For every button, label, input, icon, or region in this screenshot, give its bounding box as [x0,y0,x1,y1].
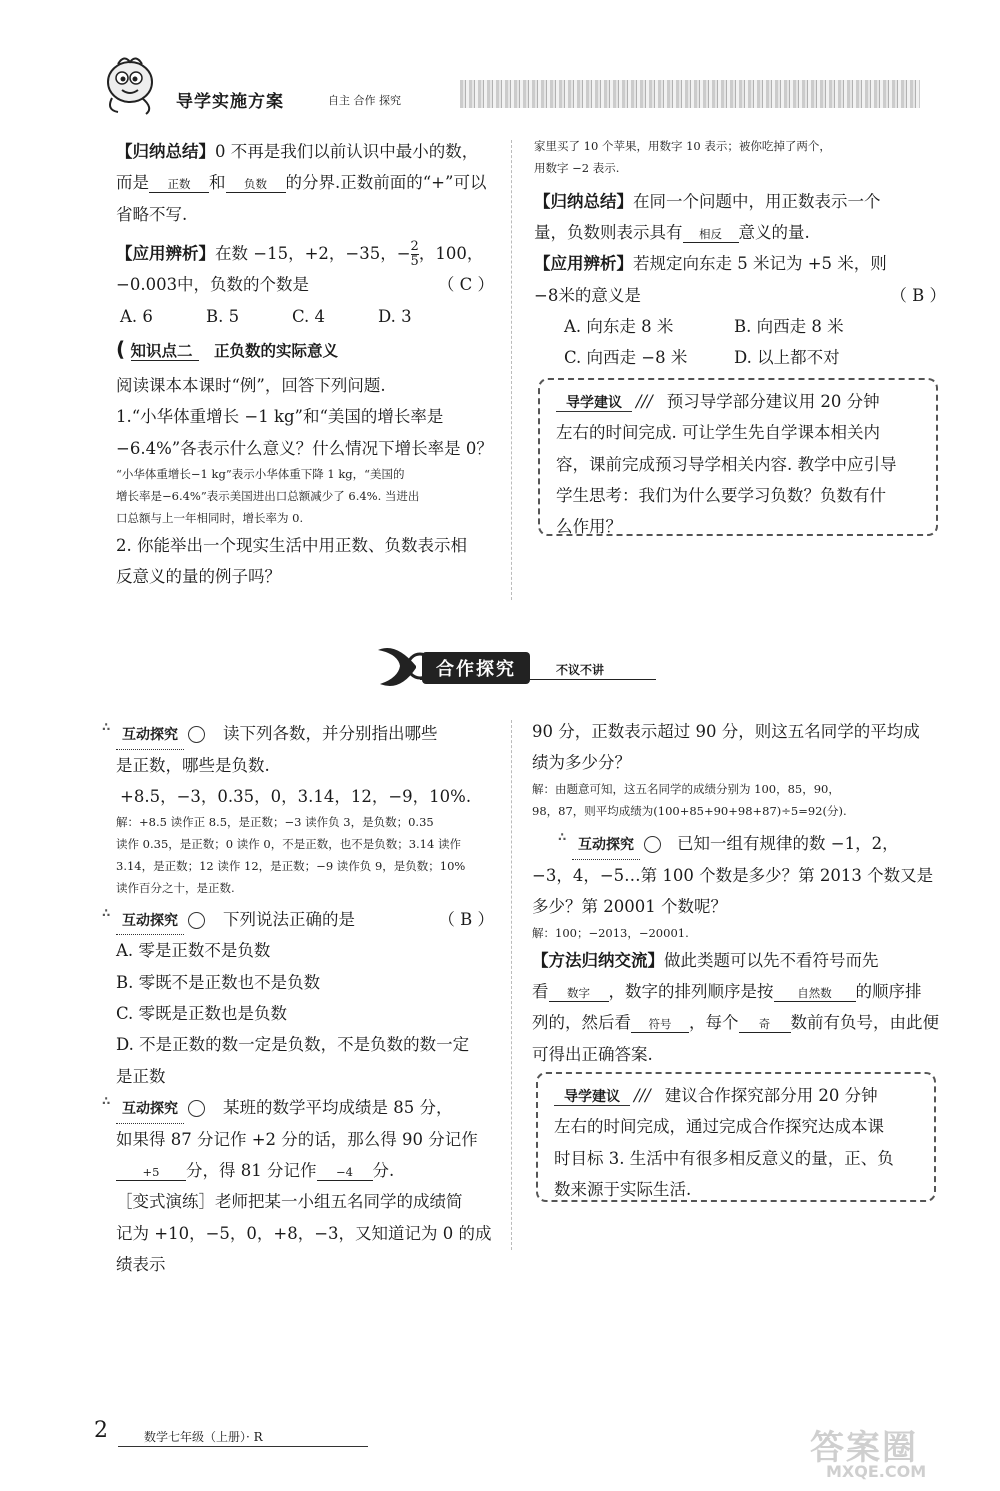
option: D. 以上都不对 [734,348,840,368]
interactive-explore-label: ∴ 互动探究 [572,832,640,860]
advice-label: 导学建议 [554,1089,630,1106]
left-top-questions: 阅读课本本课时“例”，回答下列问题. 1.“小华体重增长 −1 kg”和“美国的增长率是 −6.4%”各表示什么意义？什么情况下增长率是 0？ “小华体重增长−1 kg”表示小华体重下降 1 kg，“美国的 增长率是−6.4%”表示美国进出口总额减少了 6.4%. 当进出 口总额与上一年相同时，增长率为 0. 2. 你能举出一个现实生活中用正数、负数表示相 反意义的量的例子吗？ [116,376,493,586]
knowledge-point-heading: ( 知识点二 正负数的实际意义 [116,337,338,361]
apply-block: 【应用辨析】在数 −15，+2，−35，− $\frac{2}{5}$ ，100， −0.003中，负数的个数是 （ C ） A. 6 B. 5 C. 4 D. 3 [116,238,494,332]
answer-text: 解：+8.5 读作正 8.5，是正数；−3 读作负 3，是负数；0.35 [116,815,434,830]
answer-text: 解：100；−2013，−20001. [532,925,689,940]
method-tag: 【方法归纳交流】 [532,950,664,970]
answer-blank: +5 [116,1165,186,1181]
option: C. 零既是正数也是负数 [116,1003,288,1023]
answer-blank: 数字 [549,986,609,1002]
header-subtitle: 自主 合作 探究 [328,94,401,107]
bracket-icon: ( [116,337,126,361]
answer-paren: （ B ） [438,909,494,929]
apply-tag: 【应用辨析】 [534,254,633,274]
watermark-logo: 答案圈 [810,1428,918,1468]
answer-blank: 正数 [149,177,209,193]
circle-icon [188,1100,205,1117]
answer-blank: 符号 [631,1017,689,1033]
answer-blank: 负数 [226,177,286,193]
circle-icon [188,726,205,743]
answer-blank: −4 [317,1165,373,1181]
banner-title: 合作探究 [422,652,530,684]
page-number: 2 [94,1418,108,1443]
answer-text: “小华体重增长−1 kg”表示小华体重下降 1 kg，“美国的 [116,467,405,482]
apply-tag: 【应用辨析】 [116,244,215,264]
answer-text: 98，87，则平均成绩为(100+85+90+98+87)÷5=92(分). [532,803,847,818]
circle-icon [644,836,661,853]
answer-blank: 相反 [683,227,739,243]
answer-text: 用数字 −2 表示. [534,160,620,175]
answer-text: 家里买了 10 个苹果，用数字 10 表示；被你吃掉了两个， [534,139,831,153]
advice-label: 导学建议 [556,395,632,412]
banner-underline [420,679,656,680]
option: C. 4 [292,306,326,326]
option: B. 零既不是正数也不是负数 [116,972,321,992]
summary-block: 【归纳总结】0 不再是我们以前认识中最小的数， 而是 正数 和 负数 的分界.正数前面的“+”可以 省略不写. [116,142,487,224]
left-bottom-column: ∴ 互动探究 读下列各数，并分别指出哪些 是正数，哪些是负数. +8.5，−3，0.35，0，3.14，12，−9，10%. 解：+8.5 读作正 8.5，是正数；−3 读作负 3，是负数；0.35 读作 0.35，是正数；0 读作 0，不是正数，也不是负数；3.14 读作 3.14，是正数；12 读作 12，是正数；−9 读作负 9，是负数；10% 读作百分之十，是正数. ∴ 互动探究 下列说法正确的是 （ B ） A. 零是正数不是负数 B. 零既不是正数也不是负数 C. 零既是正数也是负数 D. 不是正数的数一定是负数，不是负数的数一定 是正数 ∴ 互动探究 某班的数学平均成绩是 85 分， 如果得 87 分记作 +2 分的话，那么得 90 分记作 +5 分，得 81 分记作 −4 分. ［变式演练］老师把某一小组五名同学的成绩简 记为 +10，−5，0，+8，−3，又知道记为 0 的成绩表示 [116,718,494,1280]
option: D. 不是正数的数一定是负数，不是负数的数一定 [116,1035,470,1055]
options-row [534,342,946,373]
answer-text: 3.14，是正数；12 读作 12，是正数；−9 读作负 9，是负数；10% [116,858,466,873]
circle-icon [188,912,205,929]
right-top-column: 家里买了 10 个苹果，用数字 10 表示；被你吃掉了两个， 用数字 −2 表示. 【归纳总结】在同一个问题中，用正数表示一个 量，负数则表示具有 相反 意义的量. 【应用辨析】若规定向东走 5 米记为 +5 米，则 −8米的意义是 （ B ） A. 向东走 8 米 B. 向西走 8 米 C. 向西走 −8 米 D. 以上都不对 [534,136,946,374]
teaching-advice-content: 导学建议 /// 预习导学部分建议用 20 分钟 左右的时间完成. 可让学生先自学课本相关内 容，课前完成预习导学相关内容. 教学中应引导 学生思考：我们为什么要学习负数？负数有什 么作用？ [556,392,897,537]
option: D. 3 [378,306,412,326]
interactive-explore-label: ∴ 互动探究 [116,1096,184,1124]
slash-icon: /// [636,392,653,411]
header-title: 导学实施方案 [176,92,284,112]
book-title: 数学七年级（上册）· R [144,1430,263,1444]
interactive-explore-label: ∴ 互动探究 [116,908,184,936]
interactive-explore-label: ∴ 互动探究 [116,722,184,750]
option: A. 6 [120,306,153,326]
summary-tag: 【归纳总结】 [116,142,215,161]
teaching-advice-content: 导学建议 /// 建议合作探究部分用 20 分钟 左右的时间完成，通过完成合作探究达成本课 时目标 3. 生活中有很多相反意义的量，正、负 数来源于实际生活. [554,1086,894,1200]
footer-rule [118,1446,368,1447]
option: C. 向西走 −8 米 [564,348,688,368]
right-bottom-column: 90 分，正数表示超过 90 分，则这五名同学的平均成 绩为多少分？ 解：由题意可知，这五名同学的成绩分别为 100，85，90， 98，87，则平均成绩为(100+85+90+98+87)÷5=92(分). ∴ 互动探究 已知一组有规律的数 −1，2， −3，4，−5…第 100 个数是多少？第 2013 个数又是 多少？第 20001 个数呢？ 解：100；−2013，−20001. 【方法归纳交流】做此类题可以先不看符号而先 看 数字 ，数字的排列顺序是按 自然数 的顺序排 列的，然后看 符号 ，每个 奇 数前有负号，由此便 可得出正确答案. [532,716,946,1070]
answer-text: 口总额与上一年相同时，增长率为 0. [116,510,304,525]
answer-blank: 自然数 [774,986,856,1002]
banner-subtitle: 不议不讲 [556,663,605,677]
answer-text: 读作百分之十，是正数. [116,880,235,895]
option: B. 向西走 8 米 [734,317,844,337]
fraction: $\frac{2}{5}$ [410,238,419,270]
answer-paren: （ B ） [890,285,946,305]
column-divider-bottom [511,720,512,1250]
answer-text: 增长率是−6.4%”表示美国进出口总额减少了 6.4%. 当进出 [116,488,420,503]
header-decoration [460,80,920,108]
left-top-column [116,136,494,332]
column-divider-top [511,140,512,600]
answer-text: 读作 0.35，是正数；0 读作 0，不是正数，也不是负数；3.14 读作 [116,837,461,852]
answer-blank: 奇 [739,1017,791,1033]
option: A. 向东走 8 米 [564,317,674,337]
options-row [534,311,946,342]
watermark-url: MXQE.COM [826,1462,927,1481]
answer-text: 解：由题意可知，这五名同学的成绩分别为 100，85，90， [532,781,840,796]
option: B. 5 [206,306,240,326]
mascot-logo [98,52,164,116]
summary-tag: 【归纳总结】 [534,191,633,211]
options-row [116,301,494,332]
slash-icon: /// [634,1086,651,1105]
option: A. 零是正数不是负数 [116,941,271,961]
answer-paren: （ C ） [437,275,494,295]
